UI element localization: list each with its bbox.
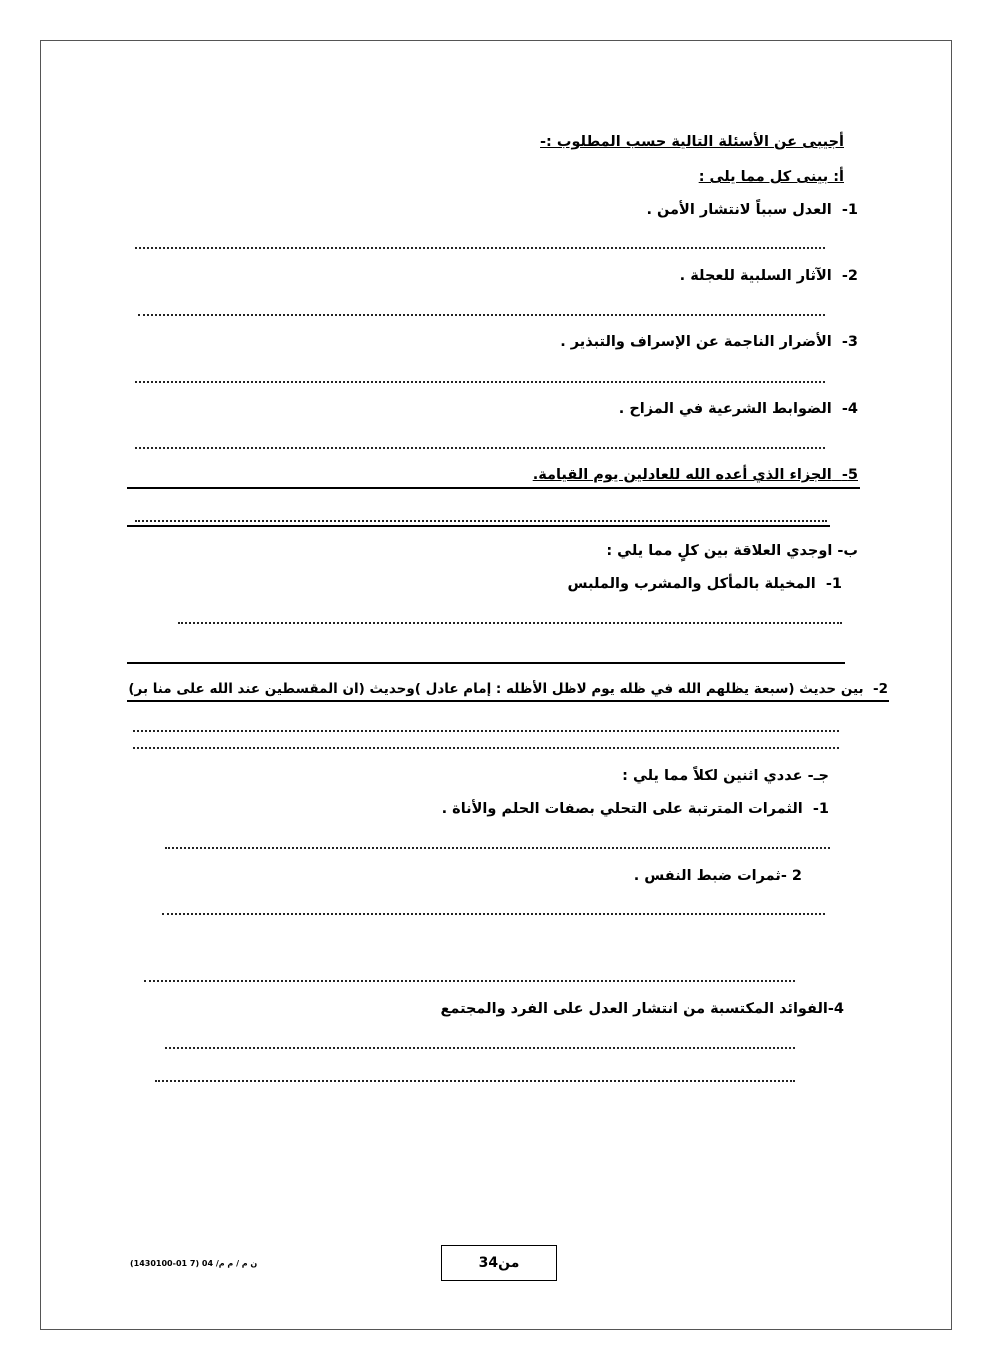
question-number: 1- <box>841 202 858 218</box>
divider <box>127 662 845 664</box>
page-number: 3من4 <box>478 1255 520 1271</box>
answer-line[interactable] <box>135 443 825 449</box>
question-text: ثمرات ضبط النفس . <box>633 868 781 884</box>
question-a4 <box>619 400 858 418</box>
question-number: 4- <box>827 1001 844 1017</box>
question-text: العدل سبباً لانتشار الأمن . <box>646 202 832 218</box>
answer-line[interactable] <box>135 243 825 249</box>
question-number: 1- <box>825 576 842 592</box>
question-text: الأضرار الناجمة عن الإسراف والتبذير . <box>560 334 832 350</box>
question-b1 <box>568 575 842 593</box>
question-4 <box>440 1000 844 1018</box>
document-code: ن م / م م/ 04 (7 01-1430100) <box>130 1259 258 1268</box>
answer-line[interactable] <box>144 976 795 982</box>
question-number: 2- <box>872 681 888 697</box>
divider <box>127 700 889 702</box>
instruction: أجيبى عن الأسئلة التالية حسب المطلوب :- <box>540 134 844 150</box>
answer-line[interactable] <box>155 1076 795 1082</box>
question-number: 2- <box>841 268 858 284</box>
question-number: 1- <box>812 801 829 817</box>
question-a1 <box>646 201 858 219</box>
question-number: 5- <box>841 467 858 483</box>
answer-line[interactable] <box>138 310 825 316</box>
answer-line[interactable] <box>165 843 830 849</box>
divider <box>127 487 860 489</box>
answer-line[interactable] <box>178 618 842 624</box>
question-b2 <box>128 680 888 698</box>
divider <box>127 525 830 527</box>
question-text: الضوابط الشرعية في المزاح . <box>618 401 832 417</box>
question-number: 2 - <box>780 868 802 884</box>
answer-line[interactable] <box>162 909 825 915</box>
page-number-box <box>441 1245 557 1281</box>
answer-line[interactable] <box>135 377 825 383</box>
question-text: الجزاء الذي أعده الله للعادلين يوم القيامة. <box>532 467 832 483</box>
answer-line[interactable] <box>133 743 839 749</box>
answer-line[interactable] <box>135 516 827 522</box>
question-text: الثمرات المترتبة على التحلي بصفات الحلم والأناة . <box>441 801 803 817</box>
question-text: الآثار السلبية للعجلة . <box>679 268 832 284</box>
section-b-heading: ب- اوجدي العلاقة بين كلٍ مما يلي : <box>606 543 858 559</box>
question-c1 <box>442 800 829 818</box>
answer-line[interactable] <box>165 1043 795 1049</box>
section-c-heading: جـ- عددي اثنين لكلاً مما يلي : <box>622 768 829 784</box>
question-a2 <box>680 267 858 285</box>
question-number: 4- <box>841 401 858 417</box>
question-number: 3- <box>841 334 858 350</box>
question-c2 <box>634 867 802 885</box>
question-a3 <box>560 333 858 351</box>
question-a5 <box>533 466 858 484</box>
answer-line[interactable] <box>133 726 839 732</box>
question-text: الفوائد المكتسبة من انتشار العدل على الفرد والمجتمع <box>440 1001 828 1017</box>
question-text: المخيلة بالمأكل والمشرب والملبس <box>567 576 816 592</box>
question-text: بين حديث (سبعة يظلهم الله في ظله يوم لاظل الأظله : إمام عادل )وحديث (ان المقسطين عند الله على منا بر) <box>128 681 864 697</box>
section-a-heading: أ: بينى كل مما يلى : <box>698 169 844 185</box>
